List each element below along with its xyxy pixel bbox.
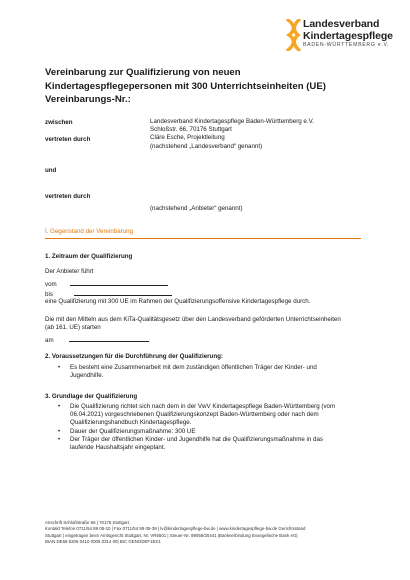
footer-address: Anschrift Schloßstraße 66 | 70176 Stuttgart bbox=[45, 520, 130, 525]
am-row bbox=[45, 335, 149, 345]
section-divider bbox=[45, 238, 361, 239]
list-item: • Die Qualifizierung richtet sich nach dem in der VwV Kindertagespflege Baden-Württemberg (vom 06.04.2021) vorgeschriebenen Qualifizierungskonzept Baden-Württemberg oder nach dem Qualifizierungshandbuch Kindertagespflege. bbox=[58, 403, 335, 428]
vom-date-field[interactable] bbox=[70, 279, 168, 286]
requirements-list bbox=[58, 364, 317, 380]
organization-block bbox=[150, 118, 314, 151]
subsection-1-heading: 1. Zeitraum der Qualifizierung bbox=[45, 253, 133, 260]
title-line-1: Vereinbarung zur Qualifizierung von neuen bbox=[45, 67, 241, 78]
list-item: • Es besteht eine Zusammenarbeit mit dem zuständigen öffentlichen Träger der Kinder- und Jugendhilfe. bbox=[58, 364, 317, 380]
vom-row bbox=[45, 279, 168, 289]
basis-list bbox=[58, 403, 335, 452]
bis-date-field[interactable] bbox=[74, 289, 172, 296]
footer-contact: Kontakt Telefon 0711/54 89 05-10 | Fax 0711/54 89 05-39 | lv@kindertagespflege-bw.de | www.kindertagespflege-bw.de Gerichtsstand bbox=[45, 526, 306, 532]
logo-line-1: Landesverband bbox=[303, 18, 380, 30]
landesverband-note: (nachstehend „Landesverband“ genannt) bbox=[150, 142, 263, 150]
vom-label: vom bbox=[45, 281, 57, 288]
vertreten-durch-label-1: vertreten durch bbox=[45, 136, 91, 143]
section-heading: I. Gegenstand der Vereinbarung bbox=[45, 228, 134, 235]
document-title bbox=[45, 66, 365, 107]
list-item: • Dauer der Qualifizierungsmaßnahme: 300 UE bbox=[58, 428, 335, 436]
page-footer bbox=[45, 520, 375, 546]
subsection-2-heading: 2. Voraussetzungen für die Durchführung der Qualifizierung: bbox=[45, 353, 223, 360]
anbieter-line: Der Anbieter führt bbox=[45, 268, 94, 275]
und-label: und bbox=[45, 167, 57, 174]
logo-line-3: BADEN-WÜRTTEMBERG e.V. bbox=[303, 42, 390, 48]
qualification-sentence: eine Qualifizierung mit 300 UE im Rahmen der Qualifizierungsoffensive Kindertagespflege durch. bbox=[45, 298, 311, 305]
funding-line-1: Die mit den Mitteln aus dem KiTa-Qualitätsgesetz über den Landesverband geförderten Unterrichtseinheiten bbox=[45, 316, 341, 323]
title-line-2: Kindertagespflegepersonen mit 300 Unterrichtseinheiten (UE) bbox=[45, 80, 326, 92]
zwischen-label: zwischen bbox=[45, 119, 73, 126]
am-label: am bbox=[45, 337, 54, 344]
bis-label: bis bbox=[45, 291, 53, 298]
representative-name: Cläre Esche, Projektleitung bbox=[150, 134, 225, 142]
list-item: • Der Träger der öffentlichen Kinder- und Jugendhilfe hat die Qualifizierungsmaßnahme in das laufende Haushaltsjahr eingeplant. bbox=[58, 436, 335, 452]
title-line-3: Vereinbarungs-Nr.: bbox=[45, 94, 131, 105]
logo-mark-icon bbox=[286, 19, 302, 51]
funding-sentence bbox=[45, 316, 341, 332]
am-date-field[interactable] bbox=[69, 335, 149, 342]
anbieter-note: (nachstehend „Anbieter“ genannt) bbox=[150, 205, 243, 212]
footer-registry: Stuttgart | eingetragen beim Amtsgericht Stuttgart, Nr. VR6501 | Steuer-Nr. 99058/20441 |Bankverbindung Evangelische Bank eG| bbox=[45, 532, 298, 538]
organization-name: Landesverband Kindertagespflege Baden-Württemberg e.V. bbox=[150, 118, 314, 125]
funding-line-2: (ab 161. UE) starten bbox=[45, 324, 101, 332]
logo-line-2: Kindertagespflege bbox=[303, 29, 393, 42]
organization-address: Schloßstr. 66, 70176 Stuttgart bbox=[150, 126, 232, 134]
footer-bank: IBAN DE59 5206 0410 0005 0314 00| BIC GENODEF1EK1 bbox=[45, 539, 161, 545]
vertreten-durch-label-2: vertreten durch bbox=[45, 193, 91, 200]
organization-logo bbox=[286, 19, 404, 53]
subsection-3-heading: 3. Grundlage der Qualifizierung bbox=[45, 393, 138, 400]
